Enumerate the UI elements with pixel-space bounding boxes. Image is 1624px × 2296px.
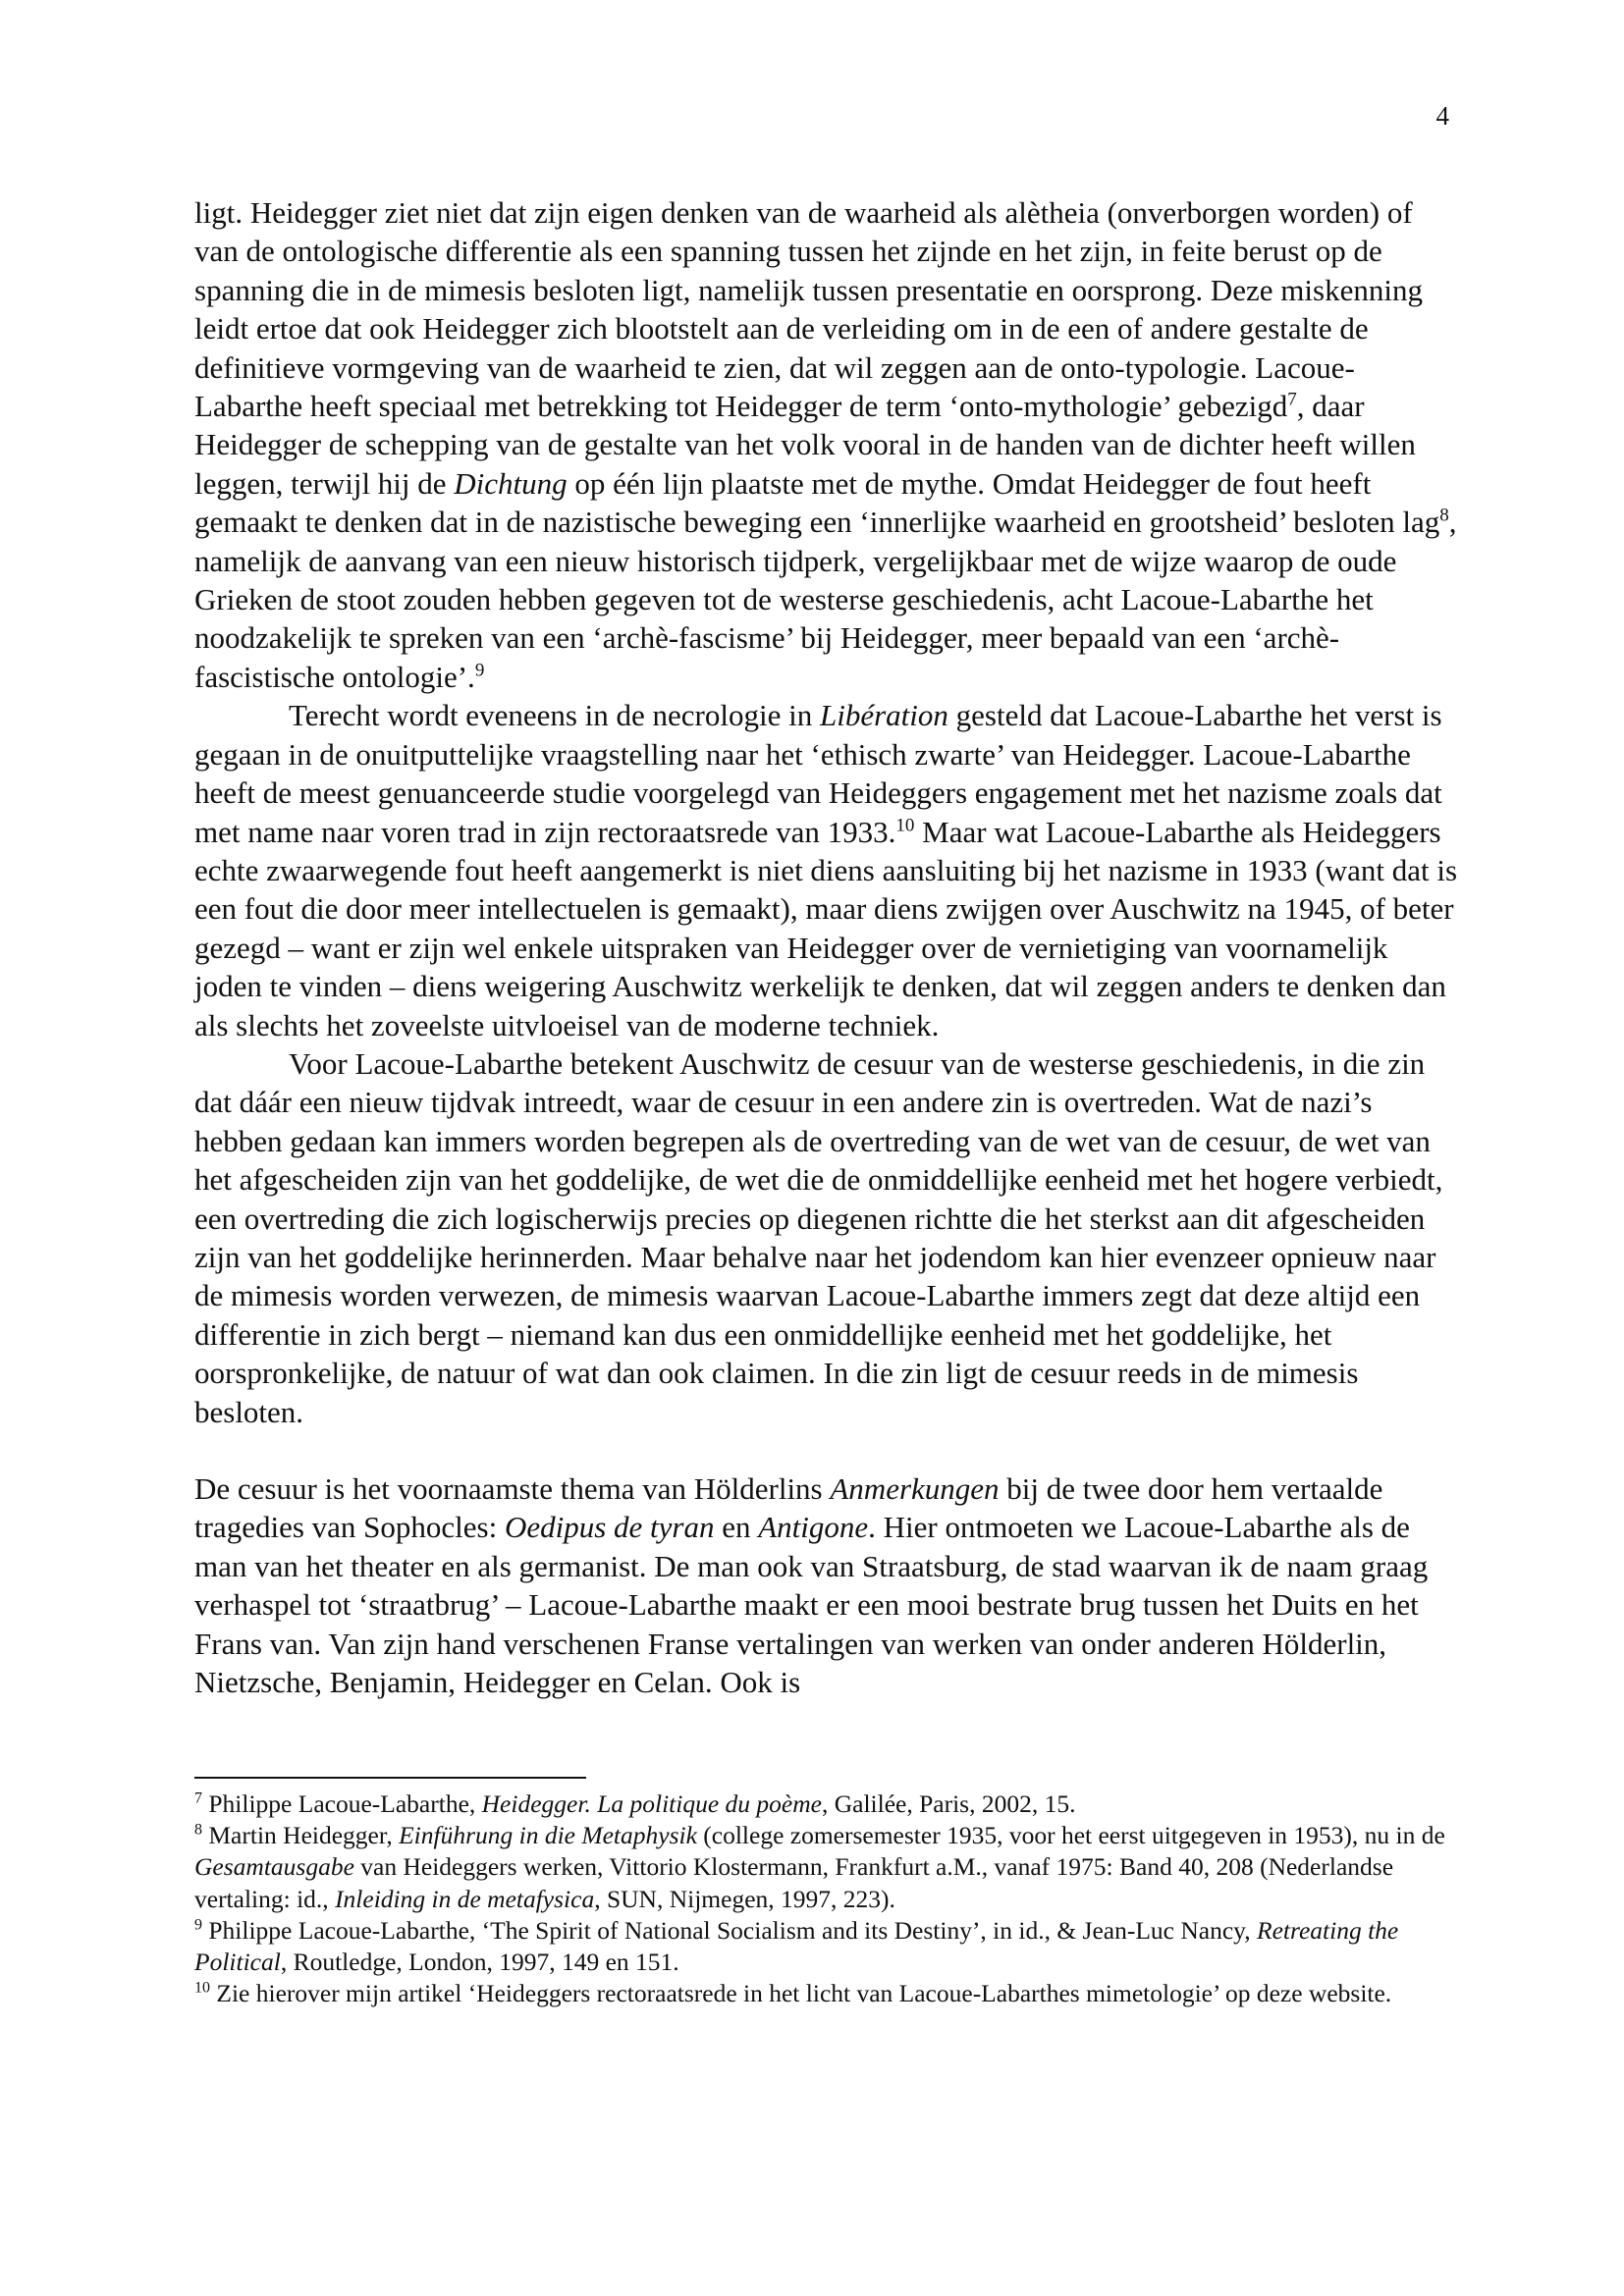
footnote-reference: 10 [895,815,915,836]
italic-title: Libération [819,698,948,733]
paragraph [194,193,1461,696]
footnote-number: 10 [194,1979,210,1997]
text-run: Maar wat Lacoue-Labarthe als Heideggers echte zwaarwegende fout heeft aangemerkt is niet diens aansluiting bij het nazisme in 1933 (want dat is een fout die door meer intellectuelen is gemaakt), maar diens zwijgen over Auschwitz na 1945, of beter gezegd – want er zijn wel enkele uitspraken van Heidegger over de vernietiging van voornamelijk joden te vinden – diens weigering Auschwitz werkelijk te denken, dat wil zeggen anders te denken dan als slechts het zoveelste uitvloeisel van de moderne techniek. [194,814,1458,1042]
footnote-reference: 7 [1287,389,1297,410]
text-run: , Galilée, Paris, 2002, 15. [821,1789,1076,1818]
paragraph [194,1044,1461,1431]
body-text [194,193,1461,1701]
text-run: Philippe Lacoue-Labarthe, ‘The Spirit of National Socialism and its Destiny’, in id., & Jean-Luc Nancy, [202,1915,1258,1945]
text-run: ligt. Heidegger ziet niet dat zijn eigen denken van de waarheid als alètheia (onverborgen worden) of van de ontologische differentie als een spanning tussen het zijnde en het zijn, in feite berust op de spanning die in de mimesis besloten ligt, namelijk tussen presentatie en oorsprong. Deze miskenning leidt ertoe dat ook Heidegger zich blootstelt aan de verleiding om in de een of andere gestalte de definitieve vormgeving van de waarheid te zien, dat wil zeggen aan de onto-typologie. Lacoue-Labarthe heeft speciaal met betrekking tot Heidegger de term ‘onto-mythologie’ gebezigd [194,195,1423,424]
footnote-reference: 9 [474,660,485,681]
text-run: en [714,1510,759,1545]
footnote-number: 7 [194,1789,202,1807]
text-run: Martin Heidegger, [202,1821,400,1850]
italic-title: Heidegger. La politique du poème [481,1789,822,1818]
text-run: bij de twee door hem vertaalde tragedies van Sophocles: [194,1471,1383,1545]
text-run: gesteld dat Lacoue-Labarthe het verst is gegaan in de onuitputtelijke vraagstelling naar het ‘ethisch zwarte’ van Heidegger. Lacoue-Labarthe heeft de meest genuanceerde studie voorgelegd van Heideggers engagement met het nazisme zoals dat met name naar voren trad in zijn rectoraatsrede van 1933. [194,698,1442,849]
italic-title: Inleiding in de metafysica [335,1884,595,1913]
footnote-number: 9 [194,1916,202,1934]
text-run: , namelijk de aanvang van een nieuw historisch tijdperk, vergelijkbaar met de wijze waarop de oude Grieken de stoot zouden hebben gegeven tot de westerse geschiedenis, acht Lacoue-Labarthe het noodzakelijk te spreken van een ‘archè-fascisme’ bij Heidegger, meer bepaald van een ‘archè-fascistische ontologie’. [194,505,1457,694]
footnote [194,1789,1461,1820]
italic-title: Anmerkungen [830,1471,1000,1506]
text-run: , SUN, Nijmegen, 1997, 223). [594,1884,895,1913]
footnote-separator [194,1777,586,1779]
text-run: De cesuur is het voornaamste thema van Hölderlins [194,1471,831,1506]
footnote-number: 8 [194,1821,202,1839]
text-run: op één lijn plaatste met de mythe. Omdat Heidegger de fout heeft gemaakt te denken dat in de nazistische beweging een ‘innerlijke waarheid en grootsheid’ besloten lag [194,465,1440,540]
text-run: . Hier ontmoeten we Lacoue-Labarthe als de man van het theater en als germanist. De man ook van Straatsburg, de stad waarvan ik de naam graag verhaspel tot ‘straatbrug’ – Lacoue-Labarthe maakt er een mooi bestrate brug tussen het Duits en het Frans van. Van zijn hand verschenen Franse vertalingen van werken van onder anderen Hölderlin, Nietzsche, Benjamin, Heidegger en Celan. Ook is [194,1510,1429,1700]
footnote [194,1820,1461,1915]
text-run: Philippe Lacoue-Labarthe, [202,1789,482,1818]
footnote [194,1978,1461,2009]
italic-title: Gesamtausgabe [194,1852,354,1882]
italic-title: Antigone [758,1510,869,1545]
footnote [194,1915,1461,1978]
text-run: , Routledge, London, 1997, 149 en 151. [280,1948,679,1977]
italic-title: Oedipus de tyran [504,1510,715,1545]
italic-title: Einführung in die Metaphysik [399,1821,697,1850]
text-run: Voor Lacoue-Labarthe betekent Auschwitz de cesuur van de westerse geschiedenis, in die zin dat dáár een nieuw tijdvak intreedt, waar de cesuur in een andere zin is overtreden. Wat de nazi’s hebben gedaan kan immers worden begrepen als de overtreding van de wet van de cesuur, de wet van het afgescheiden zijn van het goddelijke, de wet die de onmiddellijke eenheid met het hogere verbiedt, een overtreding die zich logischerwijs precies op diegenen richtte die het sterkst aan dit afgescheiden zijn van het goddelijke herinnerden. Maar behalve naar het jodendom kan hier evenzeer opnieuw naar de mimesis worden verwezen, de mimesis waarvan Lacoue-Labarthe immers zegt dat deze altijd een differentie in zich bergt – niemand kan dus een onmiddellijke eenheid met het goddelijke, het oorspronkelijke, de natuur of wat dan ook claimen. In die zin ligt de cesuur reeds in de mimesis besloten. [194,1045,1443,1429]
footnotes [194,1789,1461,2009]
paragraph [194,1469,1461,1701]
text-run: van Heideggers werken, Vittorio Klostermann, Frankfurt a.M., vanaf 1975: Band 40, 208 (Nederlandse vertaling: id., [194,1852,1394,1913]
page-number: 4 [1435,101,1449,131]
text-run: Zie hierover mijn artikel ‘Heideggers rectoraatsrede in het licht van Lacoue-Labarthes mimetologie’ op deze website. [210,1979,1392,2008]
italic-title: Retreating the Political [194,1915,1399,1977]
text-run: Terecht wordt eveneens in de necrologie in [289,698,820,733]
footnote-reference: 8 [1439,505,1449,526]
italic-title: Dichtung [454,465,568,501]
text-run: , daar Heidegger de schepping van de gestalte van het volk vooral in de handen van de dichter heeft willen leggen, terwijl hij de [194,389,1416,501]
paragraph [194,696,1461,1044]
text-run: (college zomersemester 1935, voor het eerst uitgegeven in 1953), nu in de [696,1821,1445,1850]
